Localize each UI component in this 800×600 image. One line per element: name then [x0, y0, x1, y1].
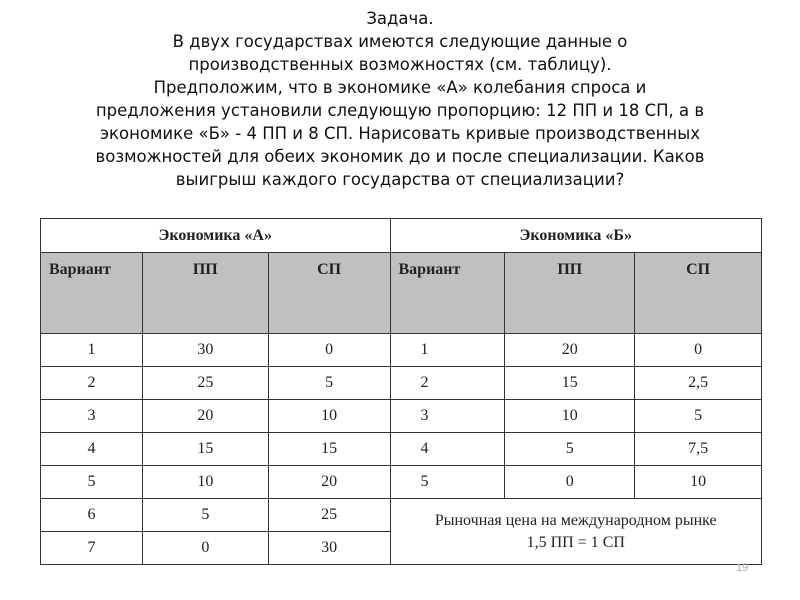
task-line: возможностей для обеих экономик до и после специализации. Каков — [95, 147, 705, 166]
cell-b: 4 — [390, 433, 505, 466]
task-line: Задача. — [366, 9, 434, 28]
cell-b: 15 — [505, 367, 635, 400]
cell-b: 3 — [390, 400, 505, 433]
column-header: ПП — [142, 253, 268, 334]
cell-b: 10 — [505, 400, 635, 433]
market-price-note — [390, 499, 762, 565]
column-header: ПП — [505, 253, 635, 334]
table-row — [41, 433, 762, 466]
cell-a: 15 — [142, 433, 268, 466]
cell-a: 10 — [268, 400, 390, 433]
cell-b: 0 — [635, 334, 762, 367]
cell-a: 6 — [41, 499, 143, 532]
table-row — [41, 400, 762, 433]
cell-b: 20 — [505, 334, 635, 367]
table-row — [41, 466, 762, 499]
task-line: Предположим, что в экономике «А» колебания спроса и — [153, 78, 647, 97]
cell-a: 1 — [41, 334, 143, 367]
note-line: 1,5 ПП = 1 СП — [526, 533, 625, 551]
production-possibilities-table — [40, 218, 762, 565]
task-line: выигрыш каждого государства от специализации? — [175, 170, 625, 189]
column-header: СП — [268, 253, 390, 334]
cell-a: 25 — [268, 499, 390, 532]
economy-a-header: Экономика «А» — [41, 219, 391, 253]
cell-a: 20 — [268, 466, 390, 499]
table-row — [41, 334, 762, 367]
page-number: 19 — [736, 562, 749, 574]
note-line: Рыночная цена на международном рынке — [434, 511, 717, 529]
table-row — [41, 367, 762, 400]
cell-a: 5 — [268, 367, 390, 400]
cell-b: 5 — [390, 466, 505, 499]
column-header: Вариант — [390, 253, 505, 334]
cell-b: 10 — [635, 466, 762, 499]
economy-b-header: Экономика «Б» — [390, 219, 762, 253]
column-header: СП — [635, 253, 762, 334]
cell-b: 2 — [390, 367, 505, 400]
cell-a: 25 — [142, 367, 268, 400]
cell-a: 3 — [41, 400, 143, 433]
table-row — [41, 499, 762, 532]
task-text — [20, 7, 780, 191]
cell-a: 20 — [142, 400, 268, 433]
cell-b: 7,5 — [635, 433, 762, 466]
cell-a: 0 — [268, 334, 390, 367]
cell-b: 1 — [390, 334, 505, 367]
task-line: производственных возможностях (см. таблицу). — [188, 55, 612, 74]
cell-a: 15 — [268, 433, 390, 466]
cell-a: 4 — [41, 433, 143, 466]
cell-b: 0 — [505, 466, 635, 499]
task-line: экономике «Б» - 4 ПП и 8 СП. Нарисовать кривые производственных — [99, 124, 701, 143]
column-header: Вариант — [41, 253, 143, 334]
cell-a: 0 — [142, 532, 268, 565]
cell-a: 5 — [142, 499, 268, 532]
cell-a: 5 — [41, 466, 143, 499]
cell-a: 30 — [142, 334, 268, 367]
cell-a: 7 — [41, 532, 143, 565]
cell-b: 2,5 — [635, 367, 762, 400]
task-line: В двух государствах имеются следующие данные о — [172, 32, 628, 51]
cell-a: 30 — [268, 532, 390, 565]
cell-a: 2 — [41, 367, 143, 400]
task-line: предложения установили следующую пропорцию: 12 ПП и 18 СП, а в — [95, 101, 705, 120]
cell-a: 10 — [142, 466, 268, 499]
cell-b: 5 — [635, 400, 762, 433]
cell-b: 5 — [505, 433, 635, 466]
